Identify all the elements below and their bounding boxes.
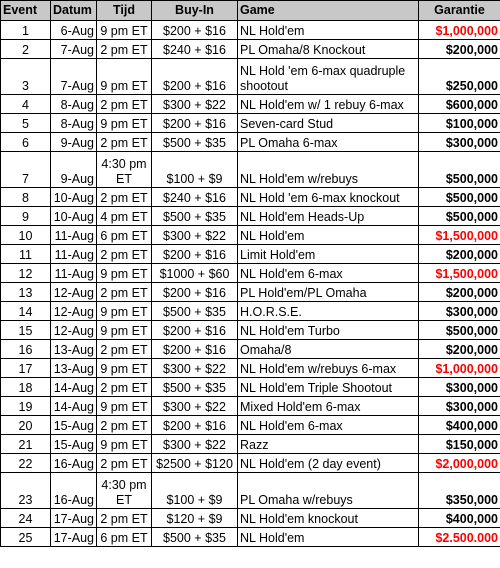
table-row bbox=[1, 207, 500, 226]
table-row bbox=[1, 95, 500, 114]
time-cell: 2 pm ET bbox=[97, 454, 152, 473]
event-cell: 7 bbox=[1, 152, 51, 188]
time-cell: 2 pm ET bbox=[97, 340, 152, 359]
guarantee-cell: $200,000 bbox=[419, 340, 500, 359]
table-row bbox=[1, 340, 500, 359]
game-cell: NL Hold'em w/ 1 rebuy 6-max bbox=[238, 95, 419, 114]
guarantee-cell: $200,000 bbox=[419, 245, 500, 264]
time-cell: 9 pm ET bbox=[97, 21, 152, 40]
table-header bbox=[1, 1, 500, 21]
table-row bbox=[1, 416, 500, 435]
guarantee-cell: $1,000,000 bbox=[419, 359, 500, 378]
date-cell: 16-Aug bbox=[51, 473, 97, 509]
table-row bbox=[1, 226, 500, 245]
table-row bbox=[1, 321, 500, 340]
date-cell: 14-Aug bbox=[51, 397, 97, 416]
buyin-cell: $200 + $16 bbox=[152, 59, 238, 95]
table-row bbox=[1, 59, 500, 95]
time-cell: 9 pm ET bbox=[97, 264, 152, 283]
event-cell: 10 bbox=[1, 226, 51, 245]
game-cell: NL Hold'em Triple Shootout bbox=[238, 378, 419, 397]
date-cell: 10-Aug bbox=[51, 188, 97, 207]
table-row bbox=[1, 359, 500, 378]
time-cell: 2 pm ET bbox=[97, 133, 152, 152]
buyin-cell: $500 + $35 bbox=[152, 378, 238, 397]
game-cell: NL Hold'em w/rebuys 6-max bbox=[238, 359, 419, 378]
guarantee-cell: $1,500,000 bbox=[419, 226, 500, 245]
event-cell: 15 bbox=[1, 321, 51, 340]
buyin-cell: $300 + $22 bbox=[152, 435, 238, 454]
buyin-cell: $300 + $22 bbox=[152, 397, 238, 416]
game-cell: NL Hold'em knockout bbox=[238, 509, 419, 528]
date-cell: 12-Aug bbox=[51, 321, 97, 340]
guarantee-cell: $2,000,000 bbox=[419, 454, 500, 473]
game-cell: NL Hold 'em 6-max knockout bbox=[238, 188, 419, 207]
table-row bbox=[1, 473, 500, 509]
date-cell: 15-Aug bbox=[51, 435, 97, 454]
game-cell: PL Omaha/8 Knockout bbox=[238, 40, 419, 59]
game-cell: NL Hold'em Turbo bbox=[238, 321, 419, 340]
buyin-cell: $240 + $16 bbox=[152, 188, 238, 207]
buyin-cell: $2500 + $120 bbox=[152, 454, 238, 473]
game-cell: Limit Hold'em bbox=[238, 245, 419, 264]
header-guarantee: Garantie bbox=[419, 1, 500, 21]
guarantee-cell: $500,000 bbox=[419, 152, 500, 188]
header-time: Tijd bbox=[97, 1, 152, 21]
buyin-cell: $200 + $16 bbox=[152, 114, 238, 133]
event-cell: 2 bbox=[1, 40, 51, 59]
date-cell: 9-Aug bbox=[51, 133, 97, 152]
guarantee-cell: $500,000 bbox=[419, 188, 500, 207]
buyin-cell: $200 + $16 bbox=[152, 340, 238, 359]
guarantee-cell: $2.500.000 bbox=[419, 528, 500, 547]
buyin-cell: $240 + $16 bbox=[152, 40, 238, 59]
guarantee-cell: $150,000 bbox=[419, 435, 500, 454]
time-cell: 9 pm ET bbox=[97, 321, 152, 340]
guarantee-cell: $300,000 bbox=[419, 302, 500, 321]
game-cell: NL Hold'em w/rebuys bbox=[238, 152, 419, 188]
buyin-cell: $300 + $22 bbox=[152, 359, 238, 378]
game-cell: NL Hold'em Heads-Up bbox=[238, 207, 419, 226]
time-cell: 2 pm ET bbox=[97, 188, 152, 207]
event-cell: 14 bbox=[1, 302, 51, 321]
game-cell: NL Hold'em bbox=[238, 226, 419, 245]
guarantee-cell: $200,000 bbox=[419, 40, 500, 59]
time-cell: 9 pm ET bbox=[97, 114, 152, 133]
event-cell: 12 bbox=[1, 264, 51, 283]
event-cell: 17 bbox=[1, 359, 51, 378]
event-cell: 18 bbox=[1, 378, 51, 397]
date-cell: 14-Aug bbox=[51, 378, 97, 397]
time-cell: 4:30 pm ET bbox=[97, 152, 152, 188]
date-cell: 16-Aug bbox=[51, 454, 97, 473]
game-cell: NL Hold'em bbox=[238, 528, 419, 547]
table-row bbox=[1, 397, 500, 416]
date-cell: 17-Aug bbox=[51, 528, 97, 547]
buyin-cell: $200 + $16 bbox=[152, 283, 238, 302]
guarantee-cell: $500,000 bbox=[419, 321, 500, 340]
date-cell: 10-Aug bbox=[51, 207, 97, 226]
guarantee-cell: $400,000 bbox=[419, 509, 500, 528]
guarantee-cell: $100,000 bbox=[419, 114, 500, 133]
game-cell: NL Hold'em 6-max bbox=[238, 416, 419, 435]
table-row bbox=[1, 264, 500, 283]
event-cell: 5 bbox=[1, 114, 51, 133]
buyin-cell: $120 + $9 bbox=[152, 509, 238, 528]
buyin-cell: $500 + $35 bbox=[152, 207, 238, 226]
date-cell: 7-Aug bbox=[51, 40, 97, 59]
table-row bbox=[1, 245, 500, 264]
game-cell: PL Omaha w/rebuys bbox=[238, 473, 419, 509]
table-row bbox=[1, 188, 500, 207]
table-row bbox=[1, 152, 500, 188]
event-cell: 23 bbox=[1, 473, 51, 509]
guarantee-cell: $1,500,000 bbox=[419, 264, 500, 283]
game-cell: NL Hold'em (2 day event) bbox=[238, 454, 419, 473]
buyin-cell: $500 + $35 bbox=[152, 133, 238, 152]
table-row bbox=[1, 133, 500, 152]
time-cell: 9 pm ET bbox=[97, 435, 152, 454]
event-cell: 21 bbox=[1, 435, 51, 454]
guarantee-cell: $300,000 bbox=[419, 378, 500, 397]
buyin-cell: $500 + $35 bbox=[152, 302, 238, 321]
date-cell: 6-Aug bbox=[51, 21, 97, 40]
game-cell: NL Hold 'em 6-max quadruple shootout bbox=[238, 59, 419, 95]
header-game: Game bbox=[238, 1, 419, 21]
table-row bbox=[1, 509, 500, 528]
date-cell: 7-Aug bbox=[51, 59, 97, 95]
game-cell: PL Omaha 6-max bbox=[238, 133, 419, 152]
event-cell: 6 bbox=[1, 133, 51, 152]
event-cell: 19 bbox=[1, 397, 51, 416]
table-row bbox=[1, 21, 500, 40]
time-cell: 9 pm ET bbox=[97, 397, 152, 416]
game-cell: Mixed Hold'em 6-max bbox=[238, 397, 419, 416]
game-cell: H.O.R.S.E. bbox=[238, 302, 419, 321]
time-cell: 2 pm ET bbox=[97, 40, 152, 59]
event-cell: 9 bbox=[1, 207, 51, 226]
time-cell: 2 pm ET bbox=[97, 95, 152, 114]
event-cell: 24 bbox=[1, 509, 51, 528]
event-cell: 16 bbox=[1, 340, 51, 359]
date-cell: 17-Aug bbox=[51, 509, 97, 528]
header-row bbox=[1, 1, 500, 21]
buyin-cell: $500 + $35 bbox=[152, 528, 238, 547]
table-row bbox=[1, 528, 500, 547]
event-cell: 4 bbox=[1, 95, 51, 114]
time-cell: 2 pm ET bbox=[97, 245, 152, 264]
guarantee-cell: $350,000 bbox=[419, 473, 500, 509]
table-row bbox=[1, 454, 500, 473]
event-cell: 1 bbox=[1, 21, 51, 40]
time-cell: 2 pm ET bbox=[97, 283, 152, 302]
event-cell: 3 bbox=[1, 59, 51, 95]
guarantee-cell: $250,000 bbox=[419, 59, 500, 95]
time-cell: 2 pm ET bbox=[97, 509, 152, 528]
date-cell: 15-Aug bbox=[51, 416, 97, 435]
event-cell: 11 bbox=[1, 245, 51, 264]
game-cell: PL Hold'em/PL Omaha bbox=[238, 283, 419, 302]
date-cell: 13-Aug bbox=[51, 340, 97, 359]
guarantee-cell: $1,000,000 bbox=[419, 21, 500, 40]
date-cell: 11-Aug bbox=[51, 264, 97, 283]
guarantee-cell: $500,000 bbox=[419, 207, 500, 226]
date-cell: 8-Aug bbox=[51, 95, 97, 114]
buyin-cell: $100 + $9 bbox=[152, 473, 238, 509]
time-cell: 9 pm ET bbox=[97, 359, 152, 378]
table-body bbox=[1, 21, 500, 547]
date-cell: 8-Aug bbox=[51, 114, 97, 133]
date-cell: 11-Aug bbox=[51, 226, 97, 245]
table-row bbox=[1, 283, 500, 302]
buyin-cell: $200 + $16 bbox=[152, 245, 238, 264]
buyin-cell: $200 + $16 bbox=[152, 416, 238, 435]
header-buyin: Buy-In bbox=[152, 1, 238, 21]
guarantee-cell: $200,000 bbox=[419, 283, 500, 302]
buyin-cell: $300 + $22 bbox=[152, 95, 238, 114]
game-cell: NL Hold'em 6-max bbox=[238, 264, 419, 283]
buyin-cell: $100 + $9 bbox=[152, 152, 238, 188]
time-cell: 2 pm ET bbox=[97, 416, 152, 435]
time-cell: 6 pm ET bbox=[97, 528, 152, 547]
game-cell: Seven-card Stud bbox=[238, 114, 419, 133]
date-cell: 12-Aug bbox=[51, 283, 97, 302]
table-row bbox=[1, 435, 500, 454]
time-cell: 4 pm ET bbox=[97, 207, 152, 226]
game-cell: NL Hold'em bbox=[238, 21, 419, 40]
table-row bbox=[1, 302, 500, 321]
time-cell: 9 pm ET bbox=[97, 59, 152, 95]
date-cell: 11-Aug bbox=[51, 245, 97, 264]
time-cell: 4:30 pm ET bbox=[97, 473, 152, 509]
time-cell: 2 pm ET bbox=[97, 378, 152, 397]
game-cell: Razz bbox=[238, 435, 419, 454]
guarantee-cell: $600,000 bbox=[419, 95, 500, 114]
guarantee-cell: $400,000 bbox=[419, 416, 500, 435]
event-cell: 22 bbox=[1, 454, 51, 473]
header-event: Event bbox=[1, 1, 51, 21]
table-row bbox=[1, 114, 500, 133]
buyin-cell: $300 + $22 bbox=[152, 226, 238, 245]
buyin-cell: $200 + $16 bbox=[152, 321, 238, 340]
header-date: Datum bbox=[51, 1, 97, 21]
buyin-cell: $1000 + $60 bbox=[152, 264, 238, 283]
date-cell: 12-Aug bbox=[51, 302, 97, 321]
event-cell: 20 bbox=[1, 416, 51, 435]
table-row bbox=[1, 378, 500, 397]
event-cell: 13 bbox=[1, 283, 51, 302]
event-cell: 25 bbox=[1, 528, 51, 547]
buyin-cell: $200 + $16 bbox=[152, 21, 238, 40]
event-cell: 8 bbox=[1, 188, 51, 207]
table-row bbox=[1, 40, 500, 59]
time-cell: 9 pm ET bbox=[97, 302, 152, 321]
time-cell: 6 pm ET bbox=[97, 226, 152, 245]
game-cell: Omaha/8 bbox=[238, 340, 419, 359]
guarantee-cell: $300,000 bbox=[419, 397, 500, 416]
date-cell: 9-Aug bbox=[51, 152, 97, 188]
guarantee-cell: $300,000 bbox=[419, 133, 500, 152]
date-cell: 13-Aug bbox=[51, 359, 97, 378]
